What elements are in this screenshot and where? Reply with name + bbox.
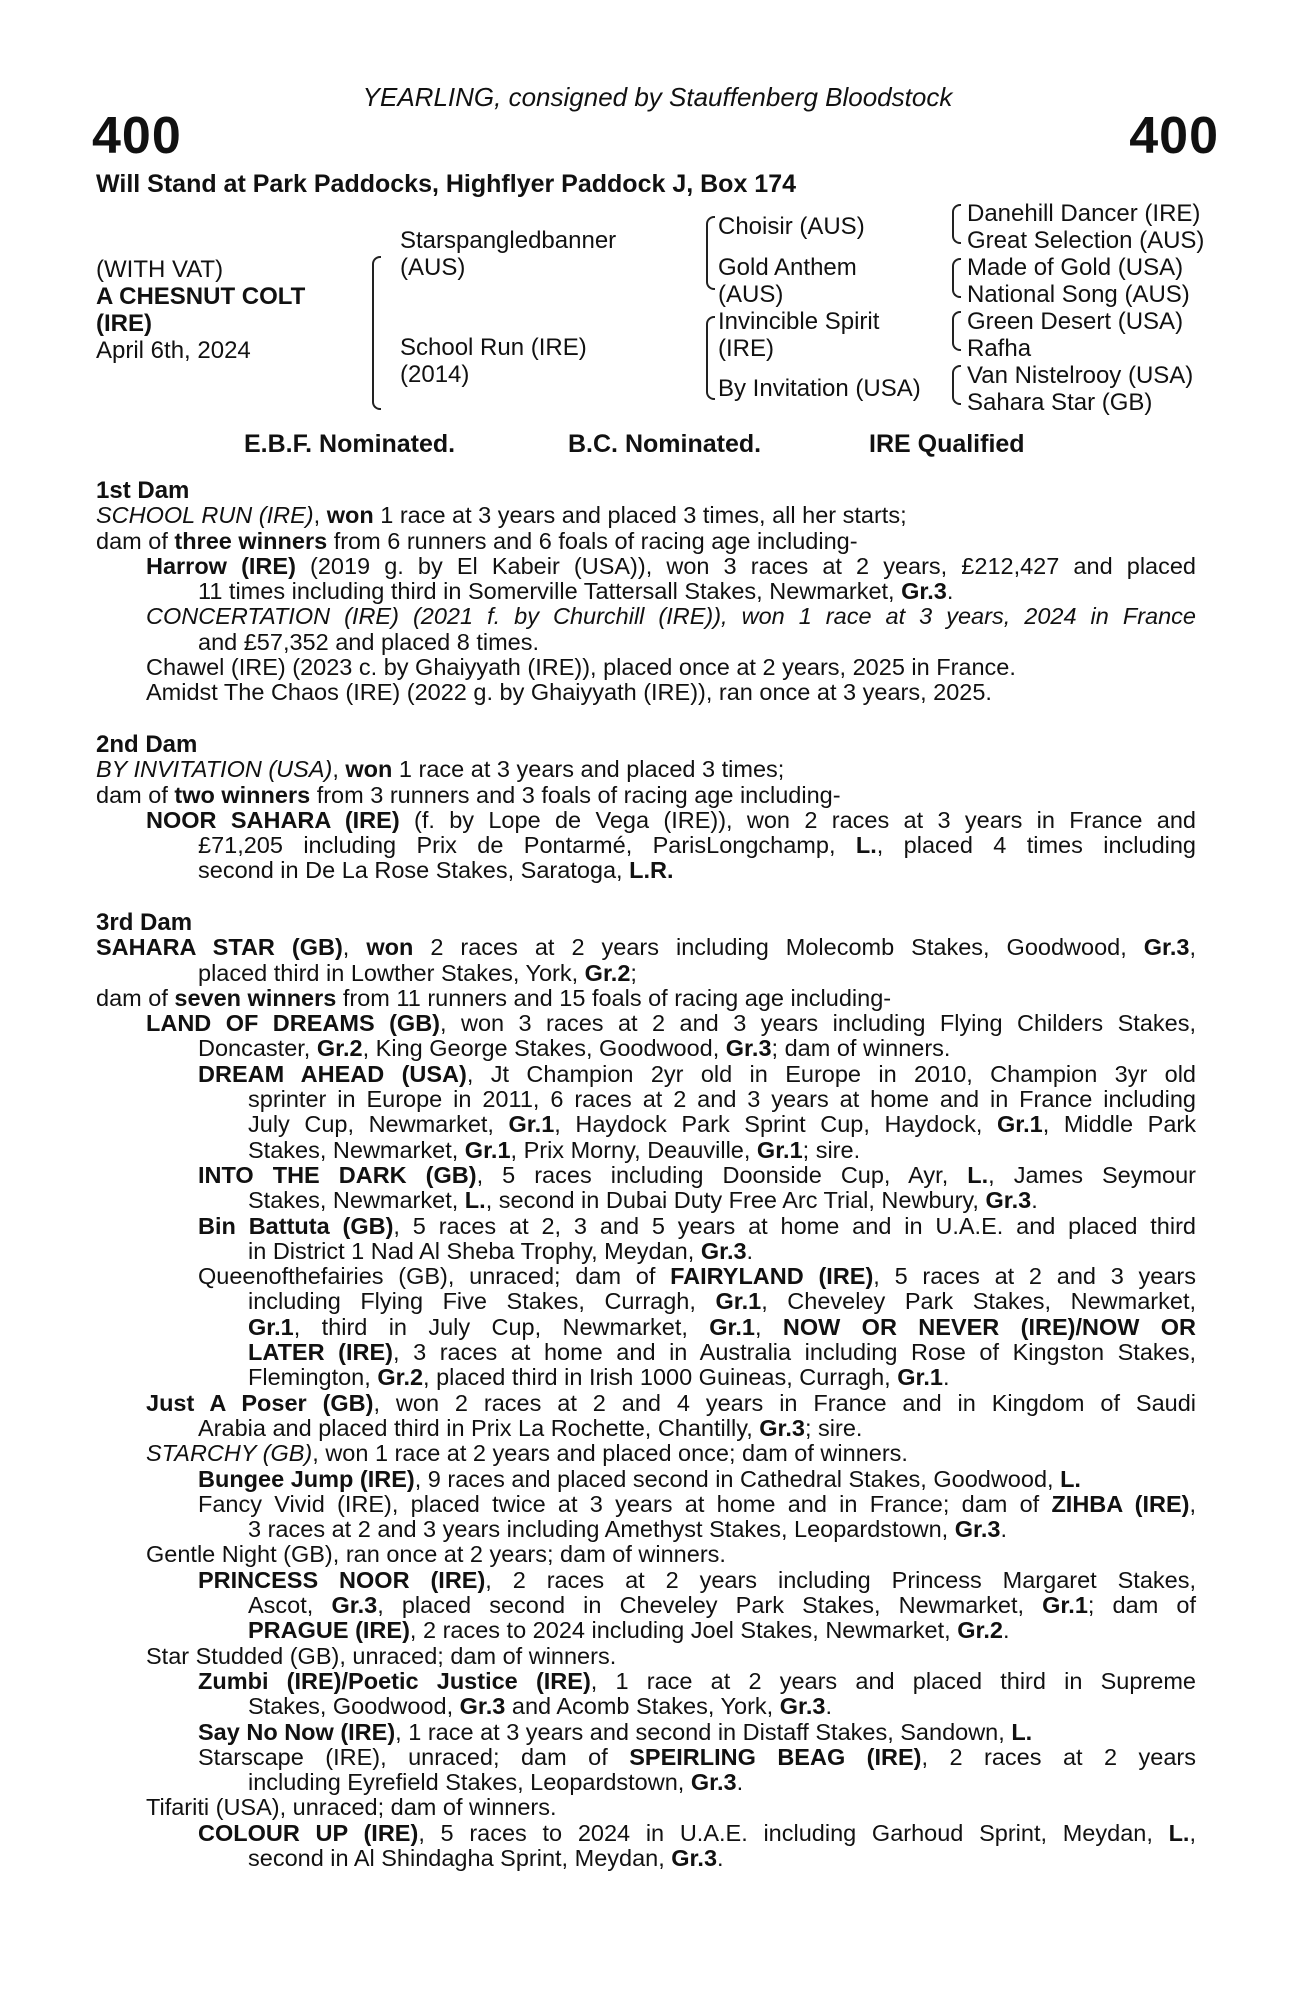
text: Stakes, Newmarket, xyxy=(248,1136,465,1163)
text: , won 1 race at 2 years and placed once; dam of winners. xyxy=(312,1440,908,1467)
grade: Gr.1 xyxy=(508,1111,555,1138)
text: from 6 runners and 6 foals of racing age including- xyxy=(327,527,858,554)
bc-nominated: B.C. Nominated. xyxy=(568,430,762,458)
text: Starscape (IRE), unraced; dam of xyxy=(198,1743,630,1770)
grade: Gr.1 xyxy=(715,1288,762,1315)
sire-name: Starspangledbanner xyxy=(400,227,617,254)
text: , Prix Morny, Deauville, xyxy=(510,1136,757,1163)
first-dam-section xyxy=(96,478,1196,706)
grade: L. xyxy=(1011,1718,1033,1745)
grade: Gr.3 xyxy=(700,1237,747,1264)
text: (f. by Lope de Vega (IRE)), won 2 races at 3 years in France and xyxy=(399,806,1196,833)
dam-dam: By Invitation (USA) xyxy=(718,375,921,402)
second-dam-heading: 2nd Dam xyxy=(96,731,198,758)
pedigree-brace-gen1 xyxy=(372,256,381,410)
progeny-name: PRAGUE (IRE) xyxy=(248,1617,410,1644)
grade: Gr.1 xyxy=(464,1136,511,1163)
grade: Gr.3 xyxy=(331,1592,378,1619)
text: Amidst The Chaos (IRE) (2022 g. by Ghaiyyath (IRE)), ran once at 3 years, 2025. xyxy=(146,679,992,706)
text: Stakes, Newmarket, xyxy=(248,1187,465,1214)
text: 1 race at 3 years and placed 3 times; xyxy=(392,756,785,783)
progeny-name: Bin Battuta (GB) xyxy=(198,1212,394,1239)
text: Chawel (IRE) (2023 c. by Ghaiyyath (IRE)), placed once at 2 years, 2025 in France. xyxy=(146,654,1016,681)
text: , placed third in Irish 1000 Guineas, Curragh, xyxy=(423,1364,898,1391)
text: , xyxy=(332,756,346,783)
sire-dam: Gold Anthem xyxy=(718,254,857,281)
text: seven winners xyxy=(174,984,337,1011)
progeny-name: Just A Poser (GB) xyxy=(146,1389,374,1416)
text: , 5 races at 2 and 3 years xyxy=(873,1263,1196,1290)
sds: Made of Gold (USA) xyxy=(967,254,1184,281)
horse-name: A CHESNUT COLT xyxy=(96,283,306,310)
text: . xyxy=(946,578,954,605)
grade: Gr.2 xyxy=(316,1035,363,1062)
text: , won 2 races at 2 and 4 years in France and in Kingdom of Saudi xyxy=(373,1389,1196,1416)
grade: L.R. xyxy=(629,857,674,884)
dam-sire: Invincible Spirit xyxy=(718,308,880,335)
text: , 1 race at 2 years and placed third in Supreme xyxy=(590,1667,1196,1694)
text: , xyxy=(1189,934,1197,961)
text: , xyxy=(754,1313,783,1340)
text: 11 times including third in Somerville Tattersall Stakes, Newmarket, xyxy=(198,578,902,605)
text: , xyxy=(313,502,327,529)
progeny-name: COLOUR UP (IRE) xyxy=(198,1819,419,1846)
progeny-name: SPEIRLING BEAG (IRE) xyxy=(629,1743,922,1770)
text: Stakes, Goodwood, xyxy=(248,1693,460,1720)
text: 2 races at 2 years including Molecomb Stakes, Goodwood, xyxy=(413,934,1144,961)
dam-year: (2014) xyxy=(400,361,470,388)
sire-country: (AUS) xyxy=(400,254,466,281)
grade: L. xyxy=(1060,1465,1081,1492)
text: Flemington, xyxy=(248,1364,378,1391)
progeny-name: LATER (IRE) xyxy=(248,1339,393,1366)
grade: Gr.3 xyxy=(725,1035,772,1062)
text: second in Al Shindagha Sprint, Meydan, xyxy=(248,1844,672,1871)
text: 1 race at 3 years and placed 3 times, all her starts; xyxy=(373,502,907,529)
lot-number-left: 400 xyxy=(92,107,182,165)
third-dam-section xyxy=(96,910,1196,1871)
text: , xyxy=(1189,1490,1196,1517)
text: (2019 g. by El Kabeir (USA)), won 3 races at 2 years, £212,427 and placed xyxy=(295,552,1196,579)
progeny-name: CONCERTATION (IRE) (2021 f. by Churchill (IRE)), won 1 race at 3 years, 2024 in France xyxy=(146,603,1196,630)
text: , placed second in Cheveley Park Stakes, Newmarket, xyxy=(377,1592,1043,1619)
sire-sire: Choisir (AUS) xyxy=(718,213,865,240)
progeny-name: STARCHY (GB) xyxy=(146,1440,313,1467)
dam-name-text: BY INVITATION (USA) xyxy=(96,756,333,783)
grade: Gr.3 xyxy=(901,578,947,605)
grade: Gr.2 xyxy=(957,1617,1003,1644)
progeny-name: INTO THE DARK (GB) xyxy=(198,1161,477,1188)
text: , 1 race at 3 years and second in Distaff Stakes, Sandown, xyxy=(395,1718,1012,1745)
text: three winners xyxy=(174,527,328,554)
progeny-name: LAND OF DREAMS (GB) xyxy=(146,1010,440,1037)
text: 3 races at 2 and 3 years including Amethyst Stakes, Leopardstown, xyxy=(248,1516,955,1543)
text: placed third in Lowther Stakes, York, xyxy=(198,959,585,986)
text: from 11 runners and 15 foals of racing age including- xyxy=(336,984,892,1011)
text: . xyxy=(1031,1187,1038,1214)
text: Tifariti (USA), unraced; dam of winners. xyxy=(146,1794,557,1821)
progeny-name: Bungee Jump (IRE) xyxy=(198,1465,415,1492)
foaling-date: April 6th, 2024 xyxy=(96,337,251,364)
grade: Gr.1 xyxy=(997,1111,1043,1138)
grade: Gr.1 xyxy=(248,1313,294,1340)
text: , Cheveley Park Stakes, Newmarket, xyxy=(761,1288,1197,1315)
text: , 5 races to 2024 in U.A.E. including Garhoud Sprint, Meydan, xyxy=(418,1819,1169,1846)
text: Queenofthefairies (GB), unraced; dam of xyxy=(198,1263,671,1290)
dds: Van Nistelrooy (USA) xyxy=(967,362,1194,389)
text: Ascot, xyxy=(248,1592,332,1619)
text: , King George Stakes, Goodwood, xyxy=(362,1035,726,1062)
ebf-nominated: E.B.F. Nominated. xyxy=(244,430,456,458)
grade: Gr.3 xyxy=(690,1769,737,1796)
text: Gentle Night (GB), ran once at 2 years; dam of winners. xyxy=(146,1541,726,1568)
text: . xyxy=(825,1693,832,1720)
text: , xyxy=(1189,1819,1196,1846)
progeny-name: PRINCESS NOOR (IRE) xyxy=(198,1566,486,1593)
text: . xyxy=(942,1364,950,1391)
grade: L. xyxy=(967,1161,989,1188)
ddd: Sahara Star (GB) xyxy=(967,389,1153,416)
dam-name: School Run (IRE) xyxy=(400,334,587,361)
grade: L. xyxy=(855,832,877,859)
vat-label: (WITH VAT) xyxy=(96,256,224,283)
grade: Gr.1 xyxy=(897,1364,943,1391)
text: . xyxy=(717,1844,724,1871)
pedigree-brace-sire xyxy=(706,216,715,290)
sss: Danehill Dancer (IRE) xyxy=(967,200,1201,227)
progeny-name: Say No Now (IRE) xyxy=(198,1718,396,1745)
pedigree-brace-dd xyxy=(952,365,961,405)
text: July Cup, Newmarket, xyxy=(248,1111,509,1138)
text: £71,205 including Prix de Pontarmé, ParisLongchamp, xyxy=(198,832,856,859)
grade: Gr.3 xyxy=(954,1516,1001,1543)
grade: Gr.3 xyxy=(671,1844,718,1871)
text: including Flying Five Stakes, Curragh, xyxy=(248,1288,716,1315)
sire-dam-country: (AUS) xyxy=(718,281,784,308)
text: , James Seymour xyxy=(988,1161,1197,1188)
grade: L. xyxy=(464,1187,486,1214)
text: second in De La Rose Stakes, Saratoga, xyxy=(198,857,630,884)
text: ; sire. xyxy=(805,1414,863,1441)
text: , third in July Cup, Newmarket, xyxy=(293,1313,710,1340)
progeny-name: NOW OR NEVER (IRE)/NOW OR xyxy=(782,1313,1197,1340)
text: , 2 races at 2 years xyxy=(921,1743,1196,1770)
progeny-name: Harrow (IRE) xyxy=(146,552,296,579)
pedigree-brace-sd xyxy=(952,258,961,298)
grade: Gr.2 xyxy=(377,1364,424,1391)
text: ; xyxy=(630,959,637,986)
text: , won 3 races at 2 and 3 years including Flying Childers Stakes, xyxy=(440,1010,1196,1037)
text: , 2 races at 2 years including Princess Margaret Stakes, xyxy=(485,1566,1196,1593)
progeny-name: NOOR SAHARA (IRE) xyxy=(146,806,400,833)
third-dam-heading: 3rd Dam xyxy=(96,909,193,936)
first-dam-heading: 1st Dam xyxy=(96,477,190,504)
pedigree-brace-ss xyxy=(952,204,961,244)
text: . xyxy=(1002,1617,1010,1644)
text: from 3 runners and 3 foals of racing age including- xyxy=(310,781,841,808)
second-dam-section xyxy=(96,732,1196,884)
progeny-name: ZIHBA (IRE) xyxy=(1051,1490,1190,1517)
text: , 2 races to 2024 including Joel Stakes, Newmarket, xyxy=(409,1617,958,1644)
text: , 9 races and placed second in Cathedral Stakes, Goodwood, xyxy=(414,1465,1061,1492)
text: , placed 4 times including xyxy=(876,832,1196,859)
text: won xyxy=(326,502,374,529)
consignment-line: YEARLING, consigned by Stauffenberg Bloodstock xyxy=(362,82,953,112)
dam-sire-country: (IRE) xyxy=(718,335,774,362)
text: , 5 races at 2, 3 and 5 years at home and in U.A.E. and placed third xyxy=(393,1212,1196,1239)
text: in District 1 Nad Al Sheba Trophy, Meydan, xyxy=(248,1237,701,1264)
grade: Gr.3 xyxy=(1143,934,1190,961)
progeny-name: Zumbi (IRE)/Poetic Justice (IRE) xyxy=(198,1667,591,1694)
text: Doncaster, xyxy=(198,1035,317,1062)
text: , 3 races at home and in Australia including Rose of Kingston Stakes, xyxy=(392,1339,1196,1366)
grade: Gr.3 xyxy=(459,1693,506,1720)
text: including Eyrefield Stakes, Leopardstown, xyxy=(248,1769,691,1796)
text: . xyxy=(746,1237,754,1264)
text: , 5 races including Doonside Cup, Ayr, xyxy=(476,1161,968,1188)
text: sprinter in Europe in 2011, 6 races at 2 and 3 years at home and in France including xyxy=(248,1086,1196,1113)
text: , second in Dubai Duty Free Arc Trial, Newbury, xyxy=(485,1187,986,1214)
text: Fancy Vivid (IRE), placed twice at 3 years at home and in France; dam of xyxy=(198,1490,1052,1517)
progeny-name: FAIRYLAND (IRE) xyxy=(670,1263,874,1290)
dam-name-text: SCHOOL RUN (IRE) xyxy=(96,502,314,529)
horse-name-suffix: (IRE) xyxy=(96,310,152,337)
lot-number-right: 400 xyxy=(1129,107,1219,165)
dam-name-text: SAHARA STAR (GB) xyxy=(96,934,343,961)
grade: Gr.1 xyxy=(709,1313,755,1340)
text: ; dam of winners. xyxy=(771,1035,951,1062)
ssd: Great Selection (AUS) xyxy=(967,227,1205,254)
text: dam of xyxy=(96,527,175,554)
text: Arabia and placed third in Prix La Rochette, Chantilly, xyxy=(198,1414,760,1441)
grade: Gr.1 xyxy=(1042,1592,1088,1619)
text: won xyxy=(345,756,393,783)
text: ; dam of xyxy=(1087,1592,1197,1619)
text: , Haydock Park Sprint Cup, Haydock, xyxy=(554,1111,998,1138)
pedigree-brace-ds xyxy=(952,311,961,351)
text: won xyxy=(366,934,414,961)
text: dam of xyxy=(96,984,175,1011)
grade: Gr.3 xyxy=(779,1693,826,1720)
text: Star Studded (GB), unraced; dam of winners. xyxy=(146,1642,617,1669)
text: dam of xyxy=(96,781,175,808)
progeny-name: DREAM AHEAD (USA) xyxy=(198,1060,467,1087)
grade: L. xyxy=(1168,1819,1190,1846)
text: and Acomb Stakes, York, xyxy=(505,1693,780,1720)
grade: Gr.3 xyxy=(985,1187,1032,1214)
text: , xyxy=(342,934,367,961)
grade: Gr.1 xyxy=(756,1136,803,1163)
grade: Gr.3 xyxy=(759,1414,805,1441)
pedigree-brace-dam xyxy=(706,316,715,400)
stand-location: Will Stand at Park Paddocks, Highflyer Paddock J, Box 174 xyxy=(96,170,796,198)
text: two winners xyxy=(174,781,311,808)
text: , Jt Champion 2yr old in Europe in 2010, Champion 3yr old xyxy=(466,1060,1196,1087)
grade: Gr.2 xyxy=(584,959,631,986)
text: . xyxy=(736,1769,744,1796)
text: . xyxy=(1000,1516,1007,1543)
sdd: National Song (AUS) xyxy=(967,281,1190,308)
dss: Green Desert (USA) xyxy=(967,308,1184,335)
text: and £57,352 and placed 8 times. xyxy=(198,628,540,655)
ire-qualified: IRE Qualified xyxy=(869,430,1025,458)
dsd: Rafha xyxy=(967,335,1032,362)
text: , Middle Park xyxy=(1042,1111,1196,1138)
text: ; sire. xyxy=(802,1136,861,1163)
